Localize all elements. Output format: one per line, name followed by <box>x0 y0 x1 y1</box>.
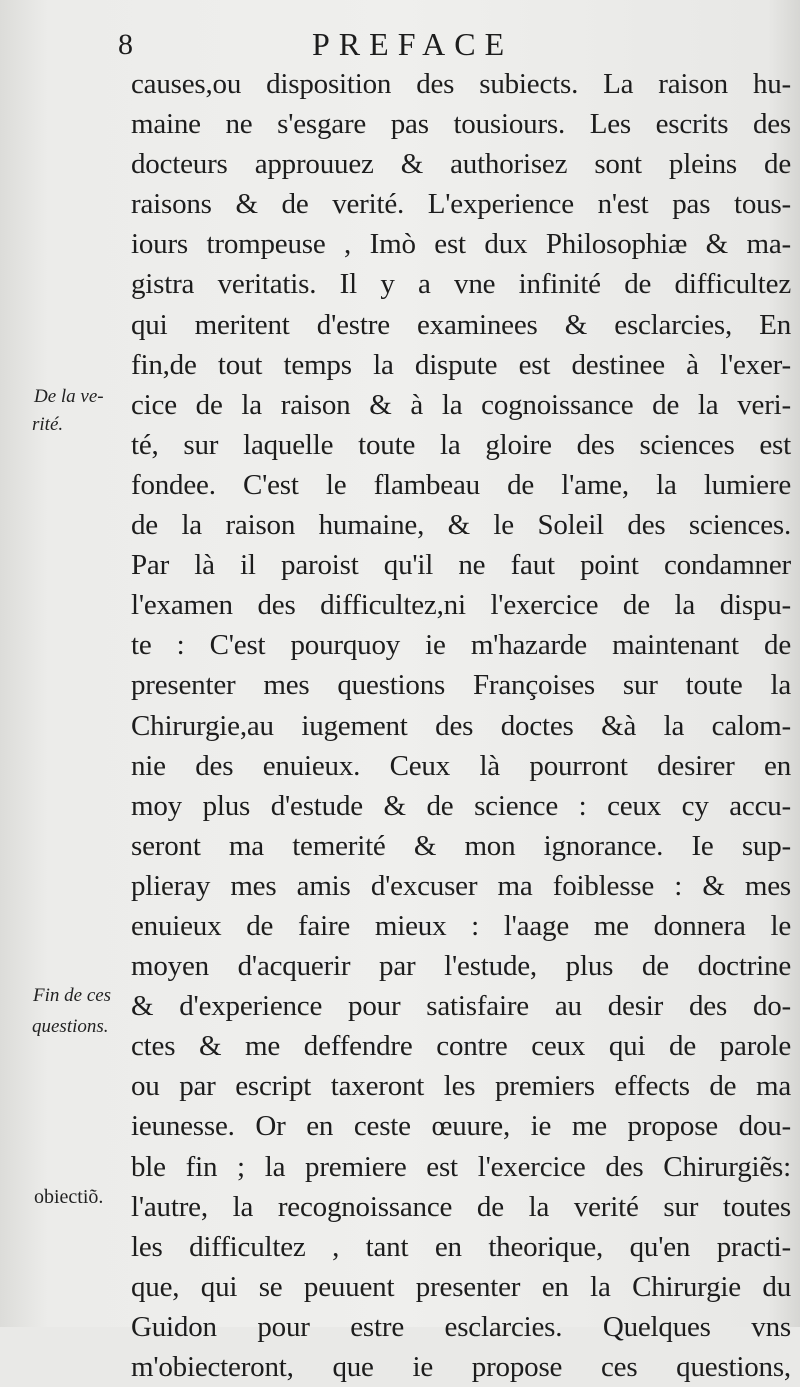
text-line: gistra veritatis. Il y a vne infinité de difficultez <box>131 268 791 301</box>
text-line: té, sur laquelle toute la gloire des sciences est <box>131 428 791 461</box>
text-line: qui meritent d'estre examinees & esclarcies, En <box>131 308 791 341</box>
text-line: l'autre, la recognoissance de la verité sur toutes <box>131 1190 791 1223</box>
margin-note: questions. <box>32 1016 109 1037</box>
text-line: moyen d'acquerir par l'estude, plus de doctrine <box>131 950 791 983</box>
text-line: raisons & de verité. L'experience n'est pas tous- <box>131 188 791 221</box>
text-line: ble fin ; la premiere est l'exercice des Chirurgiẽs: <box>131 1150 791 1183</box>
text-line: te : C'est pourquoy ie m'hazarde maintenant de <box>131 629 791 662</box>
text-line: Guidon pour estre esclarcies. Quelques vns <box>131 1310 791 1343</box>
text-line: causes,ou disposition des subiects. La raison hu- <box>131 68 791 100</box>
text-line: m'obiecteront, que ie propose ces questions, <box>131 1351 791 1383</box>
text-line: enuieux de faire mieux : l'aage me donnera le <box>131 909 791 942</box>
text-line: plieray mes amis d'excuser ma foiblesse : & mes <box>131 869 791 902</box>
text-line: les difficultez , tant en theorique, qu'en practi- <box>131 1230 791 1263</box>
page-header <box>0 24 800 64</box>
running-title: PREFACE <box>312 26 514 62</box>
text-line: fin,de tout temps la dispute est destinee à l'exer- <box>131 348 791 381</box>
text-line: docteurs approuuez & authorisez sont pleins de <box>131 148 791 181</box>
text-line: ctes & me deffendre contre ceux qui de parole <box>131 1030 791 1063</box>
text-line: maine ne s'esgare pas tousiours. Les escrits des <box>131 108 791 141</box>
text-line: fondee. C'est le flambeau de l'ame, la lumiere <box>131 468 791 501</box>
margin-note: obiectiõ. <box>34 1186 104 1208</box>
text-line: l'examen des difficultez,ni l'exercice de la dispu- <box>131 589 791 622</box>
text-line: presenter mes questions Françoises sur toute la <box>131 669 791 702</box>
text-line: Par là il paroist qu'il ne faut point condamner <box>131 549 791 582</box>
text-line: ou par escript taxeront les premiers effects de ma <box>131 1070 791 1103</box>
text-line: Chirurgie,au iugement des doctes &à la calom- <box>131 709 791 742</box>
text-line: moy plus d'estude & de science : ceux cy accu- <box>131 789 791 822</box>
margin-note: De la ve- <box>34 386 104 407</box>
margin-note: Fin de ces <box>33 985 112 1006</box>
margin-note: rité. <box>32 414 64 435</box>
page-number: 8 <box>118 28 134 61</box>
text-line: que, qui se peuuent presenter en la Chirurgie du <box>131 1270 791 1303</box>
text-line: & d'experience pour satisfaire au desir des do- <box>131 990 791 1023</box>
text-line: nie des enuieux. Ceux là pourront desirer en <box>131 749 791 782</box>
body-text <box>131 64 791 1387</box>
text-line: cice de la raison & à la cognoissance de la veri- <box>131 388 791 421</box>
text-line: seront ma temerité & mon ignorance. Ie sup- <box>131 829 791 862</box>
text-line: iours trompeuse , Imò est dux Philosophiæ & ma- <box>131 228 791 261</box>
text-line: ieunesse. Or en ceste œuure, ie me propose dou- <box>131 1110 791 1143</box>
text-line: de la raison humaine, & le Soleil des sciences. <box>131 509 791 542</box>
